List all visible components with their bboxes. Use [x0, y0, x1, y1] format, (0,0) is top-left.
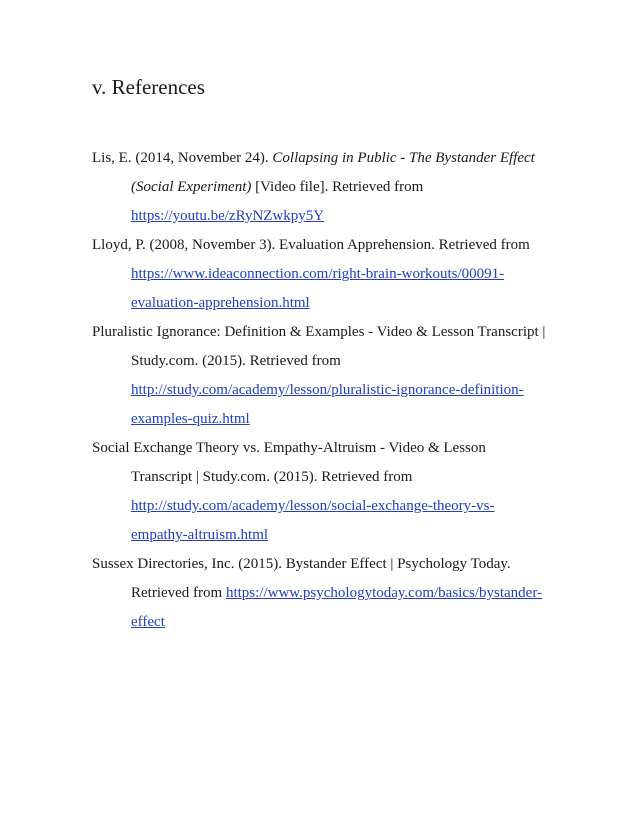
reference-line [131, 467, 412, 487]
reference-text-cont: Transcript | Study.com. (2015). Retrieved from [131, 469, 413, 485]
reference-line [92, 148, 535, 168]
reference-link[interactable]: http://study.com/academy/lesson/pluralistic-ignorance-definition- [131, 382, 524, 398]
reference-line [131, 293, 310, 313]
reference-text-cont: Study.com. (2015). Retrieved from [131, 353, 341, 369]
reference-retrieved-text: [Video file]. Retrieved from [251, 179, 424, 195]
reference-line [131, 525, 268, 545]
reference-link-cont[interactable]: examples-quiz.html [131, 411, 250, 427]
reference-text: Social Exchange Theory vs. Empathy-Altruism - Video & Lesson [92, 440, 486, 456]
reference-link[interactable]: http://study.com/academy/lesson/social-exchange-theory-vs- [131, 498, 495, 514]
reference-author-date: Lis, E. (2014, November 24). [92, 150, 273, 166]
reference-link[interactable]: https://www.psychologytoday.com/basics/bystander- [225, 585, 543, 601]
reference-link[interactable]: https://www.ideaconnection.com/right-brain-workouts/00091- [131, 266, 505, 282]
reference-line [131, 612, 165, 632]
reference-link-cont[interactable]: evaluation-apprehension.html [131, 295, 310, 311]
reference-line [131, 206, 324, 226]
reference-title: Collapsing in Public - The Bystander Effect [272, 150, 535, 166]
reference-line [92, 438, 486, 458]
reference-title-cont: (Social Experiment) [131, 179, 252, 195]
reference-line [131, 583, 542, 603]
reference-text: Lloyd, P. (2008, November 3). Evaluation Apprehension. Retrieved from [92, 237, 530, 253]
reference-link[interactable]: https://youtu.be/zRyNZwkpy5Y [131, 208, 325, 224]
reference-line [131, 409, 250, 429]
reference-line [92, 322, 545, 342]
reference-line [131, 496, 495, 516]
reference-text: Pluralistic Ignorance: Definition & Examples - Video & Lesson Transcript | [92, 324, 546, 340]
reference-line [92, 554, 511, 574]
reference-line [131, 177, 423, 197]
reference-retrieved-text: Retrieved from [131, 585, 226, 601]
reference-line [131, 380, 524, 400]
page-title: v. References [92, 75, 205, 99]
reference-line [92, 235, 530, 255]
reference-link-cont[interactable]: empathy-altruism.html [131, 527, 269, 543]
reference-line [131, 351, 341, 371]
reference-text: Sussex Directories, Inc. (2015). Bystander Effect | Psychology Today. [92, 556, 511, 572]
reference-line [131, 264, 504, 284]
reference-link-cont[interactable]: effect [131, 614, 165, 630]
